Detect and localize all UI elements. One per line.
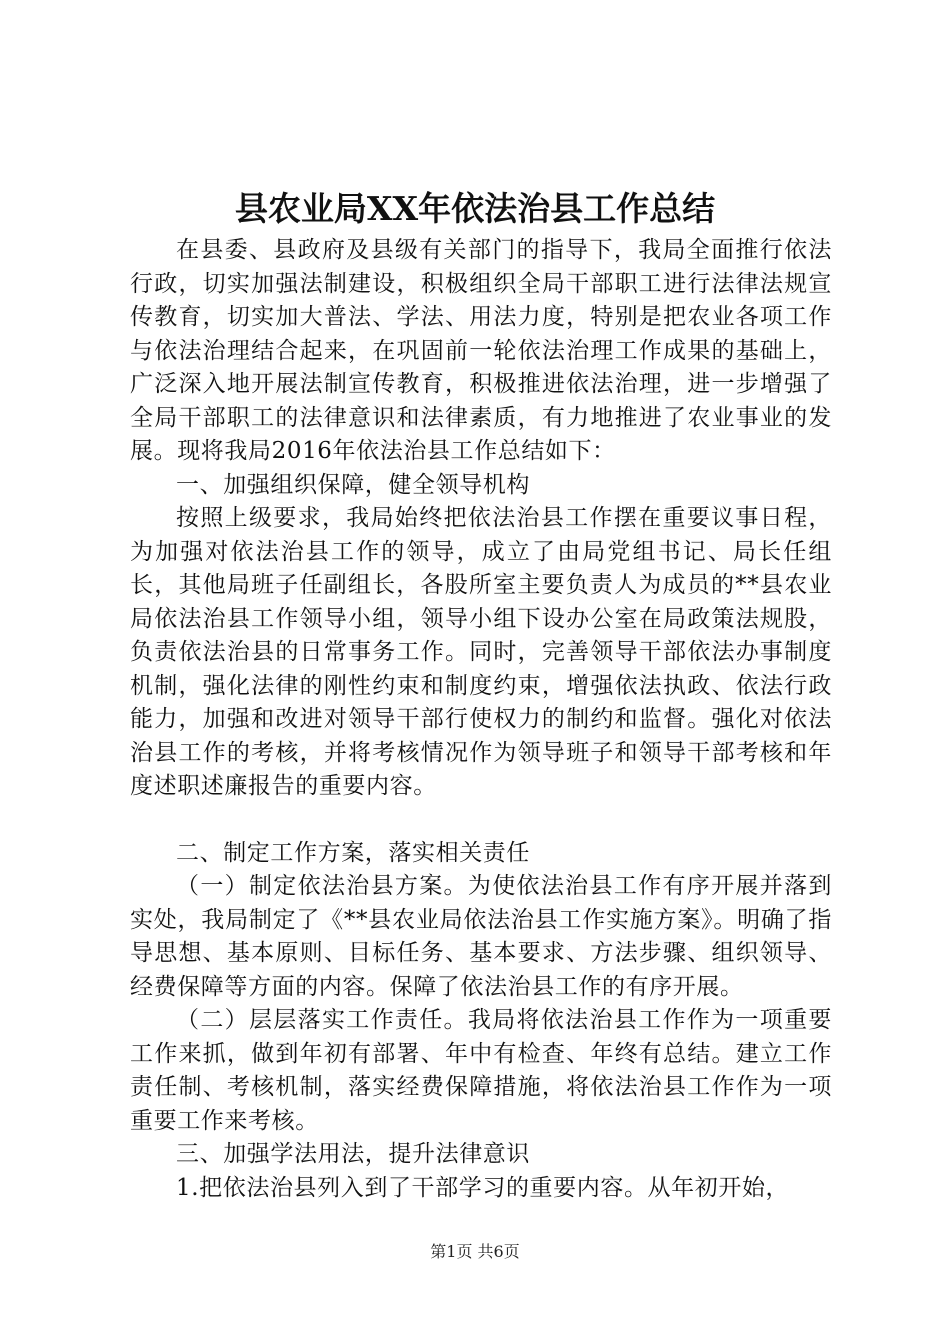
document-title: 县农业局XX年依法治县工作总结 — [234, 189, 716, 228]
section-heading-3: 三、加强学法用法，提升法律意识 — [176, 1141, 530, 1167]
document-body — [130, 234, 832, 1205]
intro-paragraph: 在县委、县政府及县级有关部门的指导下，我局全面推行依法行政，切实加强法制建设，积极组织全局干部职工进行法律法规宣传教育，切实加大普法、学法、用法力度，特别是把农业各项工作与依法治理结合起来，在巩固前一轮依法治理工作成果的基础上，广泛深入地开展法制宣传教育，积极推进依法治理，进一步增强了全局干部职工的法律意识和法律素质，有力地推进了农业事业的发展。现将我局2016年依法治县工作总结如下： — [130, 237, 832, 464]
section-3-item-1: 1.把依法治县列入到了干部学习的重要内容。从年初开始， — [176, 1174, 790, 1201]
page-footer: 第1页 共6页 — [430, 1242, 520, 1261]
section-heading-2: 二、制定工作方案，落实相关责任 — [176, 839, 530, 866]
section-2-item-1: （一）制定依法治县方案。为使依法治县工作有序开展并落到实处，我局制定了《**县农业局依法治县工作实施方案》。明确了指导思想、基本原则、目标任务、基本要求、方法步骤、组织领导、经费保障等方面的内容。保障了依法治县工作的有序开展。 — [130, 873, 832, 1000]
section-heading-1: 一、加强组织保障，健全领导机构 — [176, 471, 530, 498]
section-1-paragraph: 按照上级要求，我局始终把依法治县工作摆在重要议事日程，为加强对依法治县工作的领导，成立了由局党组书记、局长任组长，其他局班子任副组长，各股所室主要负责人为成员的**县农业局依法治县工作领导小组，领导小组下设办公室在局政策法规股，负责依法治县的日常事务工作。同时，完善领导干部依法办事制度机制，强化法律的刚性约束和制度约束，增强依法执政、依法行政能力，加强和改进对领导干部行使权力的制约和监督。强化对依法治县工作的考核，并将考核情况作为领导班子和领导干部考核和年度述职述廉报告的重要内容。 — [130, 505, 832, 799]
section-2-item-2: （二）层层落实工作责任。我局将依法治县工作作为一项重要工作来抓，做到年初有部署、年中有检查、年终有总结。建立工作责任制、考核机制，落实经费保障措施，将依法治县工作作为一项重要工作来考核。 — [130, 1007, 832, 1134]
